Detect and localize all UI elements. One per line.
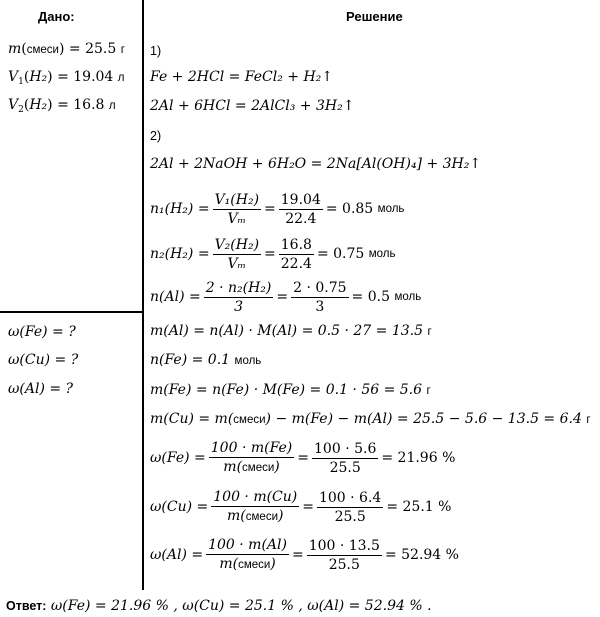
calc-n-al: n(Al) = $\frac{\text{2 · n₂(H₂)}}{3}$ = $\frac{2 \cdot 0.75}{3}$ = 0.5 моль [150, 279, 422, 315]
answer-label: Ответ: [6, 599, 47, 613]
answer-line [6, 598, 432, 614]
reaction-fe-hcl: Fe + 2HCl = FeCl₂ + H₂↑ [150, 69, 334, 85]
given-mass: m(смеси) = 25.5 г [8, 41, 125, 57]
calc-m-cu: m(Cu) = m(смеси) − m(Fe) − m(Al) = 25.5 − 5.6 − 13.5 = 6.4 г [150, 411, 591, 427]
column-divider [142, 0, 144, 590]
answer-text: ω(Fe) = 21.96 % , ω(Cu) = 25.1 % , ω(Al) = 52.94 % . [50, 598, 432, 614]
calc-m-al: m(Al) = n(Al) · M(Al) = 0.5 · 27 = 13.5 г [150, 323, 432, 339]
given-v2: $V_2(H_2) = 16.8$ л [8, 97, 116, 115]
given-v1: $V_1(H_2) = 19.04$ л [8, 69, 125, 87]
solution-header: Решение [346, 9, 403, 24]
calc-n1: n₁(H₂) = $\frac{\text{V₁(H₂)}}{\text{Vₘ}}$ = $\frac{19.04}{22.4}$ = 0.85 моль [150, 191, 405, 227]
find-fe: ω(Fe) = ? [8, 324, 76, 340]
reaction-al-hcl: 2Al + 6HCl = 2AlCl₃ + 3H₂↑ [150, 98, 355, 114]
find-cu: ω(Cu) = ? [8, 352, 79, 368]
find-al: ω(Al) = ? [8, 381, 74, 397]
given-find-divider [0, 311, 142, 313]
calc-n2: n₂(H₂) = $\frac{\text{V₂(H₂)}}{\text{Vₘ}}$ = $\frac{16.8}{22.4}$ = 0.75 моль [150, 236, 396, 272]
step-2-label: 2) [150, 129, 162, 143]
calc-n-fe: n(Fe) = 0.1 моль [150, 352, 262, 368]
reaction-al-naoh: 2Al + 2NaOH + 6H₂O = 2Na[Al(OH)₄] + 3H₂↑ [150, 156, 482, 172]
calc-w-fe: ω(Fe) = $\frac{100 \cdot m(Fe)}{\text{m(смеси)}}$ = $\frac{100 \cdot 5.6}{25.5}$ = 21.96 % [150, 440, 456, 476]
given-header: Дано: [38, 9, 75, 24]
calc-m-fe: m(Fe) = n(Fe) · M(Fe) = 0.1 · 56 = 5.6 г [150, 382, 431, 398]
step-1-label: 1) [150, 44, 162, 58]
calc-w-cu: ω(Cu) = $\frac{100 \cdot m(Cu)}{\text{m(смеси)}}$ = $\frac{100 \cdot 6.4}{25.5}$ = 25.1 % [150, 489, 452, 525]
calc-w-al: ω(Al) = $\frac{100 \cdot m(Al)}{\text{m(смеси)}}$ = $\frac{100 \cdot 13.5}{25.5}$ = 52.94 % [150, 537, 459, 573]
